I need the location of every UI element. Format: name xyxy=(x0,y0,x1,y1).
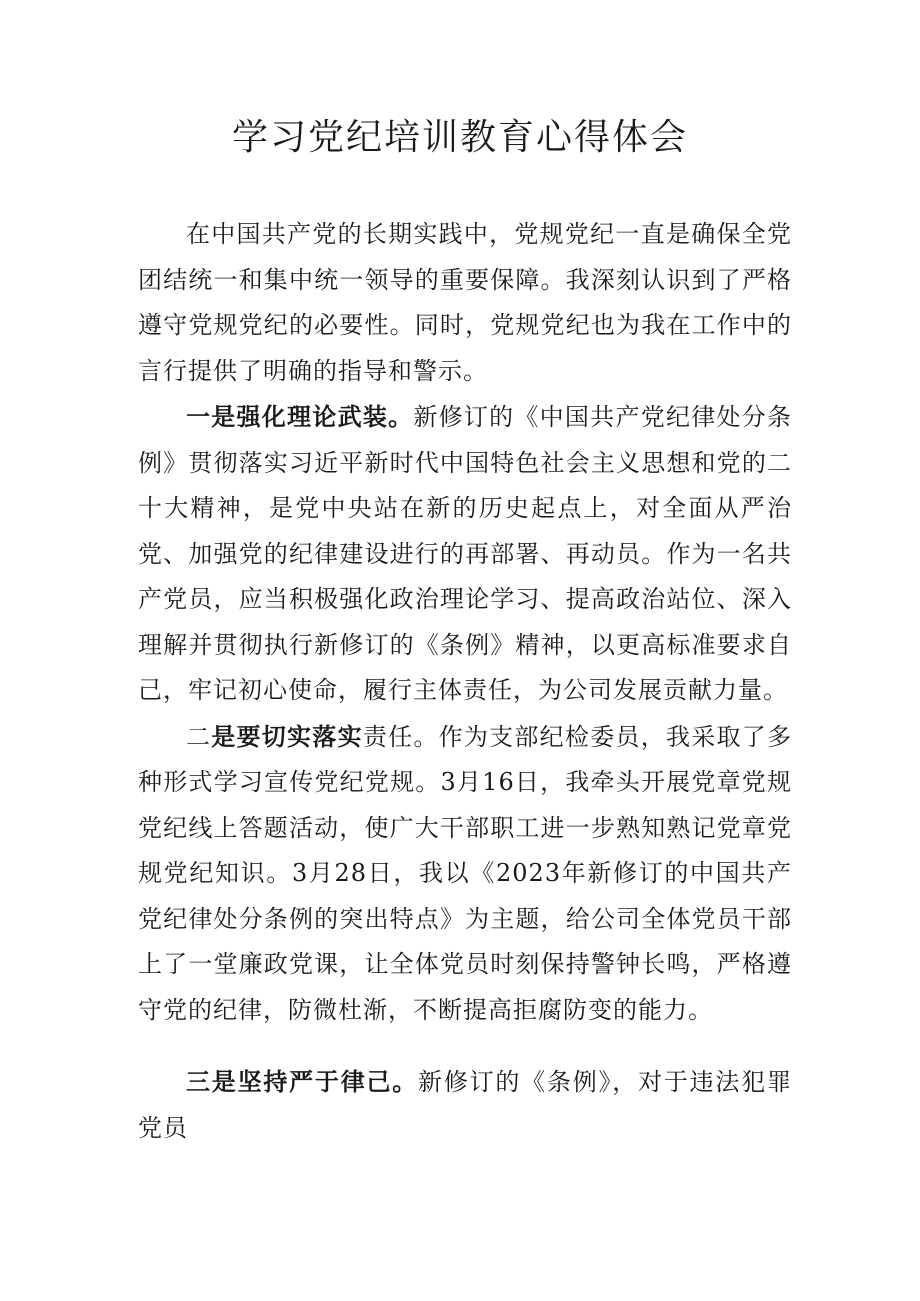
paragraph-lead: 一是强化理论武装。 xyxy=(186,402,414,431)
document-body xyxy=(138,212,792,1151)
paragraph-point-two xyxy=(138,714,792,1034)
paragraph-lead: 三是坚持严于律己。 xyxy=(186,1067,419,1096)
paragraph-text: 新修订的《中国共产党纪律处分条例》贯彻落实习近平新时代中国特色社会主义思想和党的二十大精神，是党中央站在新的历史起点上，对全面从严治党、加强党的纪律建设进行的再部署、再动员。作为一名共产党员，应当积极强化政治理论学习、提高政治站位、深入理解并贯彻执行新修订的《条例》精神，以更高标准要求自己，牢记初心使命，履行主体责任，为公司发展贡献力量。 xyxy=(138,403,793,704)
paragraph-text: 责任。作为支部纪检委员，我采取了多种形式学习宣传党纪党规。3月16日，我牵头开展党章党规党纪线上答题活动，使广大干部职工进一步熟知熟记党章党规党纪知识。3月28日，我以《2023年新修订的中国共产党纪律处分条例的突出特点》为主题，给公司全体党员干部上了一堂廉政党课，让全体党员时刻保持警钟长鸣，严格遵守党的纪律，防微杜渐，不断提高拒腐防变的能力。 xyxy=(138,722,793,1024)
paragraph-point-three xyxy=(138,1059,792,1151)
paragraph-text: 新修订的《条例》，对于违法犯罪党员 xyxy=(138,1068,793,1142)
paragraph-point-one xyxy=(138,394,792,714)
paragraph-lead: 是要切实落实 xyxy=(211,721,363,751)
paragraph-text: 在中国共产党的长期实践中，党规党纪一直是确保全党团结统一和集中统一领导的重要保障。我深刻认识到了严格遵守党规党纪的必要性。同时，党规党纪也为我在工作中的言行提供了明确的指导和警示。 xyxy=(138,220,792,385)
paragraph-intro xyxy=(138,212,792,394)
document-title: 学习党纪培训教育心得体会 xyxy=(231,117,688,158)
paragraph-prefix: 二 xyxy=(186,722,212,751)
